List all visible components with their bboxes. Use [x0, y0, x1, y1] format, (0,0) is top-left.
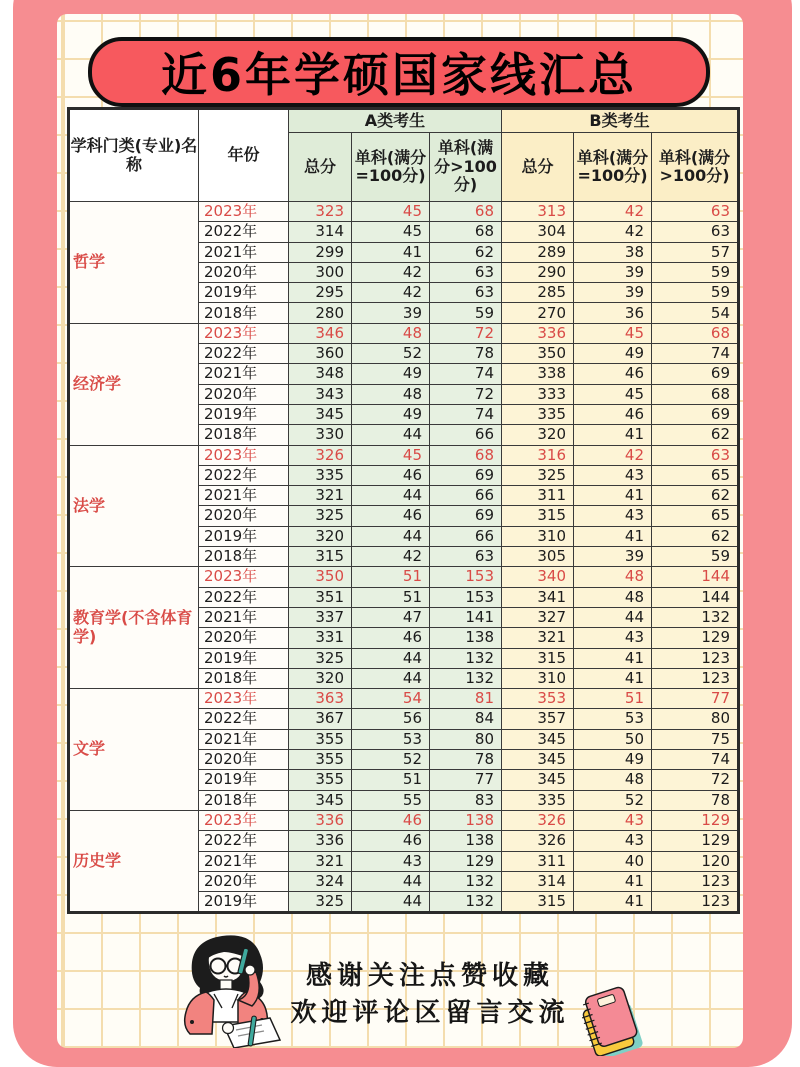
score-cell: 42: [574, 445, 652, 465]
year-cell: 2020年: [199, 628, 289, 648]
score-cell: 48: [574, 567, 652, 587]
score-cell: 68: [652, 384, 739, 404]
score-cell: 350: [289, 567, 352, 587]
table-row: [69, 323, 739, 343]
score-cell: 52: [352, 750, 430, 770]
score-cell: 315: [289, 547, 352, 567]
score-cell: 59: [652, 262, 739, 282]
score-cell: 43: [574, 506, 652, 526]
score-cell: 41: [574, 486, 652, 506]
score-cell: 68: [430, 202, 502, 222]
year-cell: 2021年: [199, 851, 289, 871]
year-cell: 2023年: [199, 810, 289, 830]
page-title: 近6年学硕国家线汇总: [160, 48, 637, 102]
header-b-single100: 单科(满分=100分): [574, 133, 652, 202]
year-cell: 2020年: [199, 262, 289, 282]
table-row: [69, 445, 739, 465]
year-cell: 2023年: [199, 445, 289, 465]
score-cell: 81: [430, 689, 502, 709]
score-cell: 51: [574, 689, 652, 709]
score-cell: 84: [430, 709, 502, 729]
year-cell: 2019年: [199, 648, 289, 668]
title-banner: [88, 37, 710, 107]
score-cell: 42: [352, 547, 430, 567]
year-cell: 2022年: [199, 709, 289, 729]
year-cell: 2019年: [199, 404, 289, 424]
score-cell: 63: [652, 445, 739, 465]
score-cell: 305: [502, 547, 574, 567]
header-b-single-gt100: 单科(满分>100分): [652, 133, 739, 202]
score-cell: 52: [574, 790, 652, 810]
score-cell: 290: [502, 262, 574, 282]
score-cell: 53: [574, 709, 652, 729]
score-cell: 346: [289, 323, 352, 343]
score-cell: 338: [502, 364, 574, 384]
score-cell: 345: [289, 404, 352, 424]
score-cell: 44: [352, 648, 430, 668]
score-cell: 41: [574, 892, 652, 913]
table-row: [69, 202, 739, 222]
score-cell: 46: [352, 465, 430, 485]
year-cell: 2021年: [199, 729, 289, 749]
year-cell: 2019年: [199, 770, 289, 790]
year-cell: 2021年: [199, 364, 289, 384]
score-cell: 65: [652, 465, 739, 485]
year-cell: 2020年: [199, 506, 289, 526]
subject-cell: 历史学: [69, 810, 199, 912]
score-cell: 355: [289, 750, 352, 770]
score-cell: 144: [652, 567, 739, 587]
score-cell: 39: [574, 283, 652, 303]
year-cell: 2019年: [199, 892, 289, 913]
score-cell: 132: [430, 668, 502, 688]
subject-cell: 法学: [69, 445, 199, 567]
score-cell: 48: [352, 323, 430, 343]
table-row: [69, 567, 739, 587]
score-cell: 36: [574, 303, 652, 323]
score-cell: 78: [430, 344, 502, 364]
score-cell: 336: [289, 831, 352, 851]
score-cell: 39: [352, 303, 430, 323]
score-cell: 46: [574, 404, 652, 424]
score-cell: 325: [289, 892, 352, 913]
score-cell: 335: [502, 404, 574, 424]
year-cell: 2023年: [199, 323, 289, 343]
year-cell: 2022年: [199, 587, 289, 607]
score-cell: 62: [652, 425, 739, 445]
score-cell: 44: [352, 526, 430, 546]
score-cell: 57: [652, 242, 739, 262]
score-cell: 80: [430, 729, 502, 749]
header-year: 年份: [199, 109, 289, 202]
score-cell: 49: [352, 404, 430, 424]
score-cell: 41: [574, 668, 652, 688]
score-cell: 51: [352, 587, 430, 607]
score-cell: 41: [574, 425, 652, 445]
year-cell: 2018年: [199, 303, 289, 323]
score-cell: 326: [289, 445, 352, 465]
score-cell: 353: [502, 689, 574, 709]
score-cell: 132: [430, 871, 502, 891]
score-cell: 44: [352, 486, 430, 506]
score-cell: 41: [574, 871, 652, 891]
score-cell: 51: [352, 770, 430, 790]
score-cell: 46: [352, 831, 430, 851]
score-cell: 320: [289, 668, 352, 688]
year-cell: 2022年: [199, 222, 289, 242]
score-cell: 123: [652, 871, 739, 891]
score-cell: 341: [502, 587, 574, 607]
score-cell: 331: [289, 628, 352, 648]
score-cell: 83: [430, 790, 502, 810]
score-cell: 315: [502, 506, 574, 526]
score-cell: 43: [574, 465, 652, 485]
footer-message: [265, 958, 595, 1032]
table-row: [69, 810, 739, 830]
score-cell: 46: [352, 810, 430, 830]
score-cell: 45: [574, 323, 652, 343]
year-cell: 2020年: [199, 384, 289, 404]
score-cell: 324: [289, 871, 352, 891]
score-cell: 80: [652, 709, 739, 729]
header-a-single-gt100: 单科(满分>100分): [430, 133, 502, 202]
score-cell: 343: [289, 384, 352, 404]
score-cell: 43: [574, 831, 652, 851]
score-cell: 41: [352, 242, 430, 262]
score-cell: 132: [430, 892, 502, 913]
footer-line-2: 欢迎评论区留言交流: [290, 998, 570, 1028]
score-cell: 46: [574, 364, 652, 384]
score-cell: 74: [652, 344, 739, 364]
score-cell: 325: [289, 506, 352, 526]
year-cell: 2019年: [199, 526, 289, 546]
score-cell: 357: [502, 709, 574, 729]
score-cell: 336: [502, 323, 574, 343]
score-cell: 345: [502, 750, 574, 770]
score-cell: 311: [502, 486, 574, 506]
score-cell: 132: [430, 648, 502, 668]
score-cell: 44: [352, 892, 430, 913]
score-cell: 69: [652, 404, 739, 424]
score-cell: 54: [652, 303, 739, 323]
score-cell: 49: [352, 364, 430, 384]
score-cell: 72: [430, 384, 502, 404]
score-cell: 123: [652, 668, 739, 688]
score-cell: 314: [502, 871, 574, 891]
score-cell: 325: [502, 465, 574, 485]
score-cell: 45: [352, 222, 430, 242]
score-cell: 321: [289, 851, 352, 871]
score-cell: 46: [352, 628, 430, 648]
subject-cell: 文学: [69, 689, 199, 811]
score-cell: 44: [352, 425, 430, 445]
score-cell: 43: [574, 628, 652, 648]
score-cell: 345: [502, 729, 574, 749]
score-cell: 351: [289, 587, 352, 607]
year-cell: 2022年: [199, 344, 289, 364]
score-cell: 129: [652, 831, 739, 851]
score-cell: 325: [289, 648, 352, 668]
score-cell: 68: [430, 222, 502, 242]
score-cell: 44: [352, 871, 430, 891]
score-cell: 144: [652, 587, 739, 607]
subject-cell: 教育学(不含体育学): [69, 567, 199, 689]
score-cell: 335: [289, 465, 352, 485]
year-cell: 2022年: [199, 831, 289, 851]
score-cell: 77: [652, 689, 739, 709]
score-cell: 45: [574, 384, 652, 404]
score-cell: 336: [289, 810, 352, 830]
score-cell: 49: [574, 750, 652, 770]
score-cell: 41: [574, 526, 652, 546]
score-cell: 45: [352, 445, 430, 465]
score-cell: 43: [352, 851, 430, 871]
score-cell: 129: [430, 851, 502, 871]
score-cell: 62: [652, 486, 739, 506]
score-cell: 330: [289, 425, 352, 445]
score-cell: 355: [289, 729, 352, 749]
score-cell: 348: [289, 364, 352, 384]
score-cell: 337: [289, 607, 352, 627]
score-cell: 314: [289, 222, 352, 242]
year-cell: 2018年: [199, 790, 289, 810]
score-cell: 315: [502, 648, 574, 668]
score-cell: 38: [574, 242, 652, 262]
score-cell: 311: [502, 851, 574, 871]
score-cell: 75: [652, 729, 739, 749]
score-cell: 138: [430, 810, 502, 830]
score-cell: 63: [430, 547, 502, 567]
score-cell: 315: [502, 892, 574, 913]
score-cell: 41: [574, 648, 652, 668]
score-cell: 335: [502, 790, 574, 810]
score-cell: 65: [652, 506, 739, 526]
year-cell: 2022年: [199, 465, 289, 485]
score-cell: 44: [352, 668, 430, 688]
score-cell: 43: [574, 810, 652, 830]
score-cell: 350: [502, 344, 574, 364]
year-cell: 2023年: [199, 567, 289, 587]
score-cell: 367: [289, 709, 352, 729]
header-a-single100: 单科(满分=100分): [352, 133, 430, 202]
score-cell: 49: [574, 344, 652, 364]
score-cell: 123: [652, 648, 739, 668]
score-cell: 299: [289, 242, 352, 262]
score-cell: 129: [652, 810, 739, 830]
score-cell: 42: [352, 262, 430, 282]
score-cell: 129: [652, 628, 739, 648]
score-cell: 39: [574, 547, 652, 567]
year-cell: 2018年: [199, 668, 289, 688]
year-cell: 2023年: [199, 689, 289, 709]
score-cell: 77: [430, 770, 502, 790]
score-cell: 69: [430, 506, 502, 526]
year-cell: 2018年: [199, 547, 289, 567]
score-cell: 44: [574, 607, 652, 627]
footer-line-1: 感谢关注点赞收藏: [305, 961, 554, 991]
score-cell: 42: [574, 202, 652, 222]
score-cell: 62: [430, 242, 502, 262]
subject-cell: 经济学: [69, 323, 199, 445]
score-cell: 56: [352, 709, 430, 729]
score-cell: 132: [652, 607, 739, 627]
subject-cell: 哲学: [69, 202, 199, 324]
score-cell: 50: [574, 729, 652, 749]
year-cell: 2020年: [199, 871, 289, 891]
year-cell: 2019年: [199, 283, 289, 303]
header-group-b: B类考生: [502, 109, 739, 133]
score-cell: 74: [430, 404, 502, 424]
score-cell: 78: [652, 790, 739, 810]
score-cell: 45: [352, 202, 430, 222]
score-cell: 53: [352, 729, 430, 749]
score-cell: 48: [574, 587, 652, 607]
score-cell: 138: [430, 628, 502, 648]
score-cell: 285: [502, 283, 574, 303]
score-cell: 321: [289, 486, 352, 506]
score-cell: 340: [502, 567, 574, 587]
score-cell: 72: [430, 323, 502, 343]
score-cell: 63: [652, 222, 739, 242]
score-cell: 153: [430, 567, 502, 587]
score-cell: 141: [430, 607, 502, 627]
score-cell: 59: [430, 303, 502, 323]
score-cell: 289: [502, 242, 574, 262]
score-cell: 69: [652, 364, 739, 384]
score-cell: 138: [430, 831, 502, 851]
score-cell: 355: [289, 770, 352, 790]
score-cell: 360: [289, 344, 352, 364]
year-cell: 2021年: [199, 607, 289, 627]
header-group-a: A类考生: [289, 109, 502, 133]
score-cell: 52: [352, 344, 430, 364]
score-cell: 280: [289, 303, 352, 323]
score-cell: 66: [430, 526, 502, 546]
score-cell: 326: [502, 831, 574, 851]
score-cell: 333: [502, 384, 574, 404]
score-cell: 66: [430, 486, 502, 506]
score-cell: 123: [652, 892, 739, 913]
score-cell: 47: [352, 607, 430, 627]
score-cell: 74: [652, 750, 739, 770]
header-a-total: 总分: [289, 133, 352, 202]
score-cell: 310: [502, 526, 574, 546]
score-cell: 345: [289, 790, 352, 810]
score-cell: 54: [352, 689, 430, 709]
score-cell: 323: [289, 202, 352, 222]
national-line-table: [67, 107, 740, 914]
header-subject: 学科门类(专业)名称: [69, 109, 199, 202]
year-cell: 2020年: [199, 750, 289, 770]
year-cell: 2021年: [199, 486, 289, 506]
score-cell: 320: [289, 526, 352, 546]
score-cell: 72: [652, 770, 739, 790]
score-cell: 310: [502, 668, 574, 688]
score-cell: 69: [430, 465, 502, 485]
score-cell: 304: [502, 222, 574, 242]
score-cell: 363: [289, 689, 352, 709]
score-cell: 42: [352, 283, 430, 303]
score-cell: 316: [502, 445, 574, 465]
score-cell: 55: [352, 790, 430, 810]
year-cell: 2021年: [199, 242, 289, 262]
score-cell: 345: [502, 770, 574, 790]
score-cell: 39: [574, 262, 652, 282]
score-cell: 46: [352, 506, 430, 526]
score-cell: 68: [652, 323, 739, 343]
score-cell: 326: [502, 810, 574, 830]
score-cell: 295: [289, 283, 352, 303]
score-cell: 40: [574, 851, 652, 871]
score-cell: 120: [652, 851, 739, 871]
score-cell: 63: [652, 202, 739, 222]
year-cell: 2023年: [199, 202, 289, 222]
score-cell: 321: [502, 628, 574, 648]
score-cell: 74: [430, 364, 502, 384]
score-cell: 66: [430, 425, 502, 445]
score-cell: 153: [430, 587, 502, 607]
header-b-total: 总分: [502, 133, 574, 202]
score-cell: 51: [352, 567, 430, 587]
score-cell: 313: [502, 202, 574, 222]
score-cell: 62: [652, 526, 739, 546]
score-cell: 63: [430, 283, 502, 303]
score-cell: 78: [430, 750, 502, 770]
score-cell: 300: [289, 262, 352, 282]
score-cell: 59: [652, 547, 739, 567]
table-row: [69, 689, 739, 709]
year-cell: 2018年: [199, 425, 289, 445]
score-cell: 59: [652, 283, 739, 303]
score-cell: 270: [502, 303, 574, 323]
score-cell: 327: [502, 607, 574, 627]
score-cell: 68: [430, 445, 502, 465]
score-cell: 42: [574, 222, 652, 242]
score-cell: 63: [430, 262, 502, 282]
score-cell: 48: [574, 770, 652, 790]
score-cell: 320: [502, 425, 574, 445]
score-cell: 48: [352, 384, 430, 404]
